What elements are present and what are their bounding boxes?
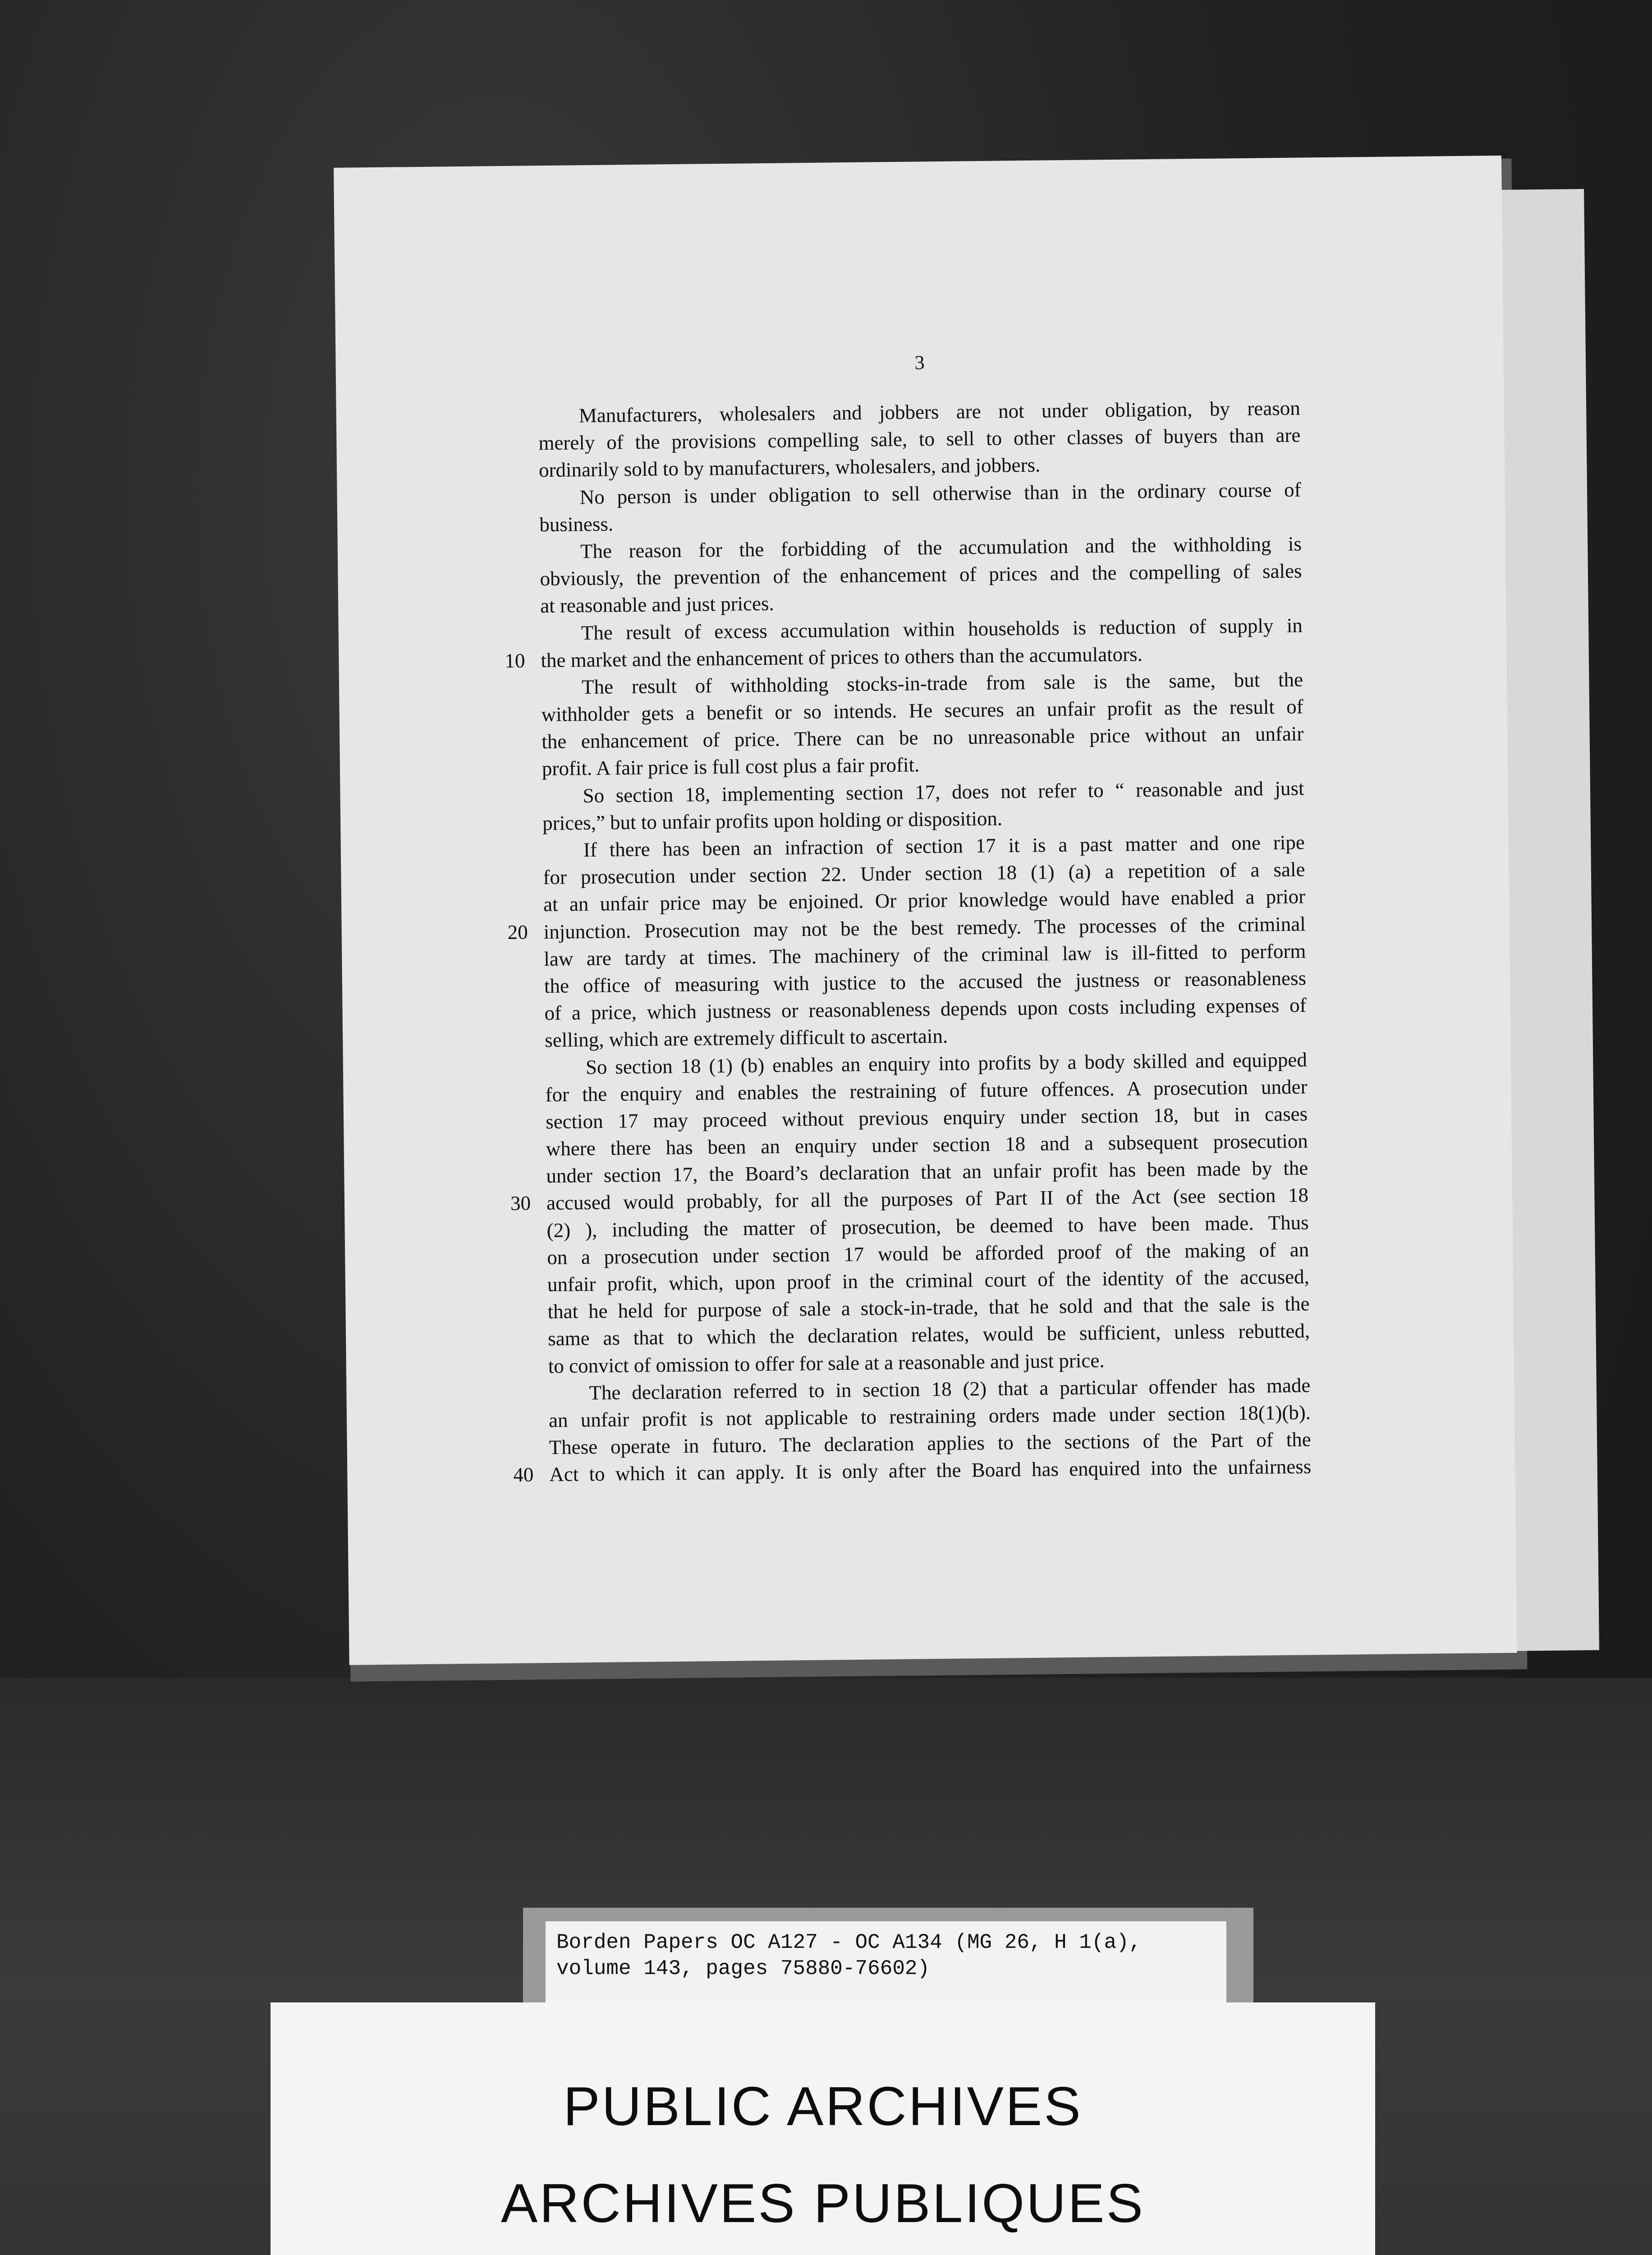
archive-title-english: PUBLIC ARCHIVES (563, 2076, 1083, 2137)
line-text: selling, which are extremely difficult to ascertain. (545, 1025, 948, 1052)
line-text: the market and the enhancement of prices to others than the accumulators. (541, 642, 1143, 672)
line-text: an unfair profit is not applicable to restraining orders made under section 18(1)(b). (548, 1401, 1311, 1432)
line-text: The result of withholding stocks-in-trade from sale is the same, but the (581, 668, 1303, 699)
line-text: accused would probably, for all the purposes of Part II of the Act (see section 18 (546, 1183, 1309, 1215)
line-text: obviously, the prevention of the enhancement of prices and the compelling of sales (540, 559, 1302, 590)
line-text: at an unfair price may be enjoined. Or prior knowledge would have enabled a prior (543, 885, 1306, 916)
line-text: unfair profit, which, upon proof in the criminal court of the identity of the accused, (547, 1265, 1310, 1296)
line-text: of a price, which justness or reasonableness depends upon costs including expenses of (544, 994, 1307, 1025)
line-text: same as that to which the declaration relates, would be sufficient, unless rebutted, (547, 1319, 1310, 1350)
line-number: 30 (510, 1192, 531, 1215)
page-number: 3 (914, 351, 925, 374)
line-text: If there has been an infraction of section 17 it is a past matter and one ripe (583, 831, 1305, 861)
archive-target-card (271, 2002, 1375, 2255)
collection-label (546, 1921, 1226, 2007)
line-text: to convict of omission to offer for sale at a reasonable and just price. (548, 1348, 1105, 1377)
line-text: merely of the provisions compelling sale, to sell to other classes of buyers than are (538, 423, 1301, 455)
line-text: So section 18, implementing section 17, does not refer to “ reasonable and just (583, 777, 1304, 807)
line-text: for prosecution under section 22. Under section 18 (1) (a) a repetition of a sale (543, 858, 1305, 889)
line-text: the enhancement of price. There can be no unreasonable price without an unfair (541, 722, 1304, 753)
line-text: These operate in futuro. The declaration applies to the sections of the Part of the (549, 1428, 1311, 1459)
line-text: section 17 may proceed without previous enquiry under section 18, but in cases (545, 1102, 1308, 1133)
line-text: The result of excess accumulation within households is reduction of supply in (581, 614, 1303, 644)
line-number: 40 (513, 1463, 534, 1486)
document-page (334, 156, 1517, 1665)
line-text: under section 17, the Board’s declaration that an unfair profit has been made by the (546, 1156, 1308, 1187)
archive-title-french: ARCHIVES PUBLIQUES (501, 2172, 1145, 2234)
body-text (505, 395, 1312, 1488)
line-text: business. (539, 512, 614, 536)
line-text: Act to which it can apply. It is only after the Board has enquired into the unfairness (549, 1455, 1312, 1486)
line-text: Manufacturers, wholesalers and jobbers are not under obligation, by reason (578, 396, 1300, 427)
line-text: profit. A fair price is full cost plus a fair profit. (541, 753, 920, 780)
collection-label-line-1: Borden Papers OC A127 - OC A134 (MG 26, H 1(a), (556, 1931, 1142, 1954)
line-text: the office of measuring with justice to the accused the justness or reasonableness (544, 966, 1307, 998)
line-text: No person is under obligation to sell otherwise than in the ordinary course of (579, 478, 1301, 508)
line-text: The declaration referred to in section 18 (2) that a particular offender has made (589, 1374, 1311, 1404)
line-text: law are tardy at times. The machinery of the criminal law is ill-fitted to perform (544, 939, 1306, 970)
line-text: So section 18 (1) (b) enables an enquiry into profits by a body skilled and equipped (585, 1048, 1308, 1078)
line-text: ordinarily sold to by manufacturers, wholesalers, and jobbers. (538, 454, 1041, 482)
line-text: injunction. Prosecution may not be the best remedy. The processes of the criminal (543, 912, 1306, 943)
line-text: where there has been an enquiry under section 18 and a subsequent prosecution (546, 1129, 1308, 1160)
line-number: 10 (505, 649, 525, 672)
line-text: (2) ), including the matter of prosecution, be deemed to have been made. Thus (546, 1211, 1309, 1242)
collection-label-line-2: volume 143, pages 75880-76602) (556, 1957, 930, 1980)
line-text: at reasonable and just prices. (540, 592, 774, 617)
line-text: withholder gets a benefit or so intends. He secures an unfair profit as the result of (541, 695, 1303, 726)
line-text: The reason for the forbidding of the accumulation and the withholding is (580, 532, 1302, 563)
line-text: for the enquiry and enables the restraining of future offences. A prosecution under (545, 1075, 1308, 1106)
line-text: that he held for purpose of sale a stock-in-trade, that he sold and that the sale is the (547, 1292, 1310, 1323)
line-text: prices,” but to unfair profits upon holding or disposition. (542, 807, 1003, 835)
line-number: 20 (507, 920, 528, 943)
line-text: on a prosecution under section 17 would be afforded proof of the making of an (547, 1238, 1309, 1269)
